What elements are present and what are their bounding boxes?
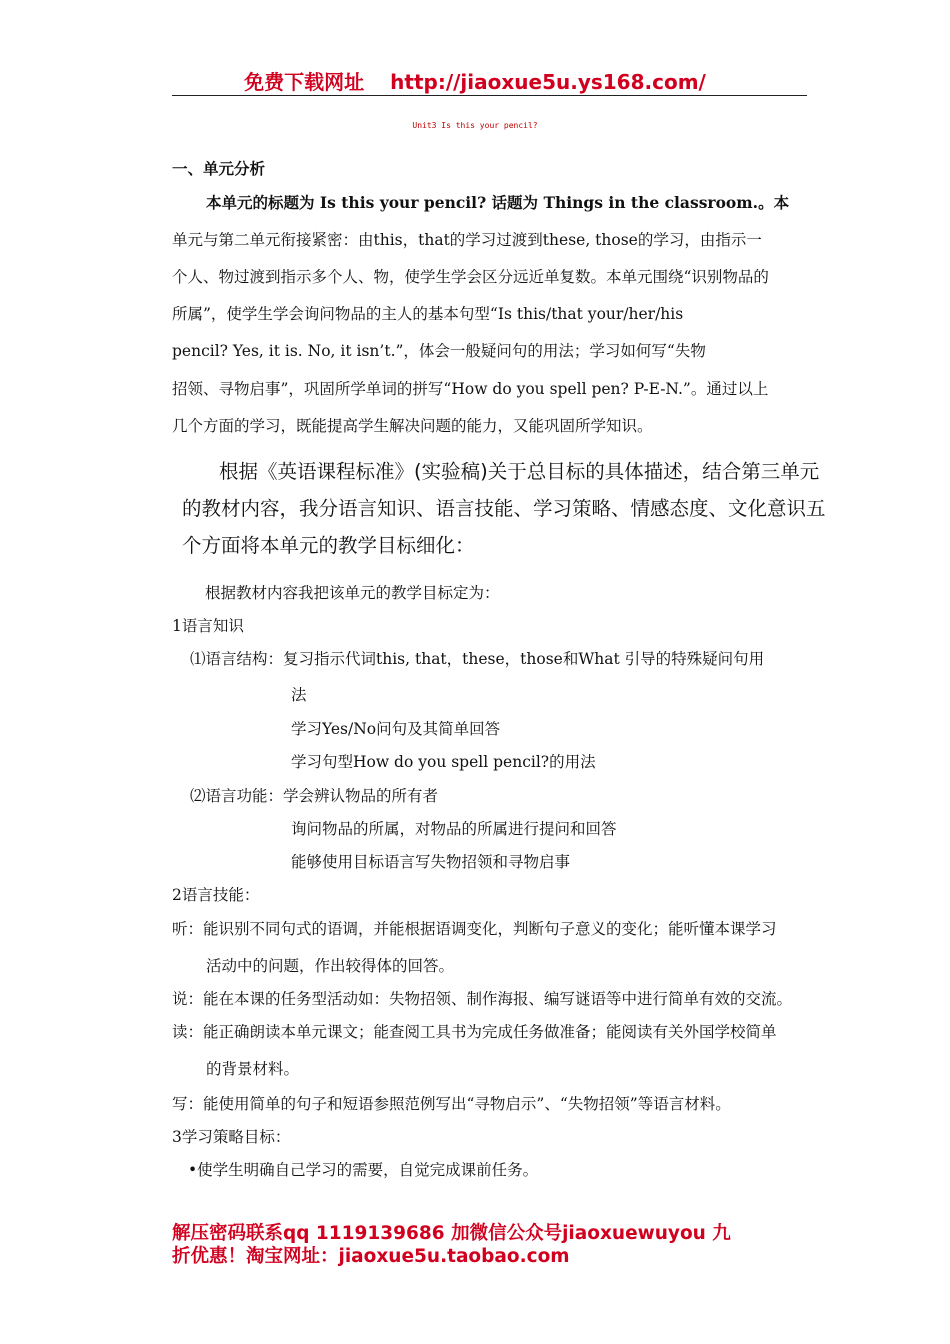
goal1-heading: 1语言知识 xyxy=(172,617,244,635)
intro-line-1: 本单元的标题为 Is this your pencil? 话题为 Things in the classroom.。本 xyxy=(206,193,790,212)
goal2-listen-1: 听：能识别不同句式的语调，并能根据语调变化，判断句子意义的变化；能听懂本课学习 xyxy=(172,920,777,938)
goal2-heading: 2语言技能： xyxy=(172,886,260,904)
header-divider xyxy=(172,95,807,96)
goal2-read-2: 的背景材料。 xyxy=(206,1060,300,1078)
header-label: 免费下载网址 xyxy=(244,70,365,94)
goal1-structure-item-2: 学习句型How do you spell pencil?的用法 xyxy=(291,753,596,771)
goal3-heading: 3学习策略目标： xyxy=(172,1128,291,1146)
document-title: Unit3 Is this your pencil? xyxy=(412,121,538,130)
intro-line-7: 几个方面的学习，既能提高学生解决问题的能力，又能巩固所学知识。 xyxy=(172,417,653,435)
intro-line-5: pencil? Yes, it is. No, it isn’t.”，体会一般疑问句的用法；学习如何写“失物 xyxy=(172,342,706,360)
goal2-read-1: 读：能正确朗读本单元课文；能查阅工具书为完成任务做准备；能阅读有关外国学校简单 xyxy=(172,1023,777,1041)
section-heading-analysis: 一、单元分析 xyxy=(172,159,266,178)
footer-line-2: 折优惠！淘宝网址：jiaoxue5u.taobao.com xyxy=(172,1246,570,1267)
goal2-listen-2: 活动中的问题，作出较得体的回答。 xyxy=(206,957,455,975)
intro-line-6: 招领、寻物启事”，巩固所学单词的拼写“How do you spell pen? P-E-N.”。通过以上 xyxy=(172,380,769,398)
goal1-function-item-2: 能够使用目标语言写失物招领和寻物启事 xyxy=(291,853,571,871)
goal2-speak: 说：能在本课的任务型活动如：失物招领、制作海报、编写谜语等中进行简单有效的交流。 xyxy=(172,990,793,1008)
goal3-bullet: •使学生明确自己学习的需要，自觉完成课前任务。 xyxy=(188,1161,539,1179)
goal1-structure-cont: 法 xyxy=(291,686,307,704)
header-url[interactable]: http://jiaoxue5u.ys168.com/ xyxy=(390,70,706,94)
intro-line-4: 所属”，使学生学会询问物品的主人的基本句型“Is this/that your/her/his xyxy=(172,305,684,323)
goal1-function-item-1: 询问物品的所属，对物品的所属进行提问和回答 xyxy=(291,820,617,838)
goal1-function: ⑵语言功能：学会辨认物品的所有者 xyxy=(190,787,439,805)
standard-line-1: 根据《英语课程标准》(实验稿)关于总目标的具体描述，结合第三单元 xyxy=(219,460,820,483)
goal1-structure-item-1: 学习Yes/No问句及其简单回答 xyxy=(291,720,501,738)
standard-line-3: 个方面将本单元的教学目标细化： xyxy=(182,534,475,557)
standard-line-2: 的教材内容，我分语言知识、语言技能、学习策略、情感态度、文化意识五 xyxy=(182,497,826,520)
page-header xyxy=(0,66,950,95)
intro-line-2: 单元与第二单元衔接紧密：由this，that的学习过渡到these, those的学习，由指示一 xyxy=(172,231,762,249)
goal-intro: 根据教材内容我把该单元的教学目标定为： xyxy=(205,584,500,602)
intro-line-3: 个人、物过渡到指示多个人、物，使学生学会区分远近单复数。本单元围绕“识别物品的 xyxy=(172,268,769,286)
goal2-write: 写：能使用简单的句子和短语参照范例写出“寻物启示”、“失物招领”等语言材料。 xyxy=(172,1095,731,1113)
footer-line-1: 解压密码联系qq 1119139686 加微信公众号jiaoxuewuyou 九 xyxy=(172,1223,731,1244)
goal1-structure: ⑴语言结构：复习指示代词this, that，these，those和What 引导的特殊疑问句用 xyxy=(190,650,765,668)
